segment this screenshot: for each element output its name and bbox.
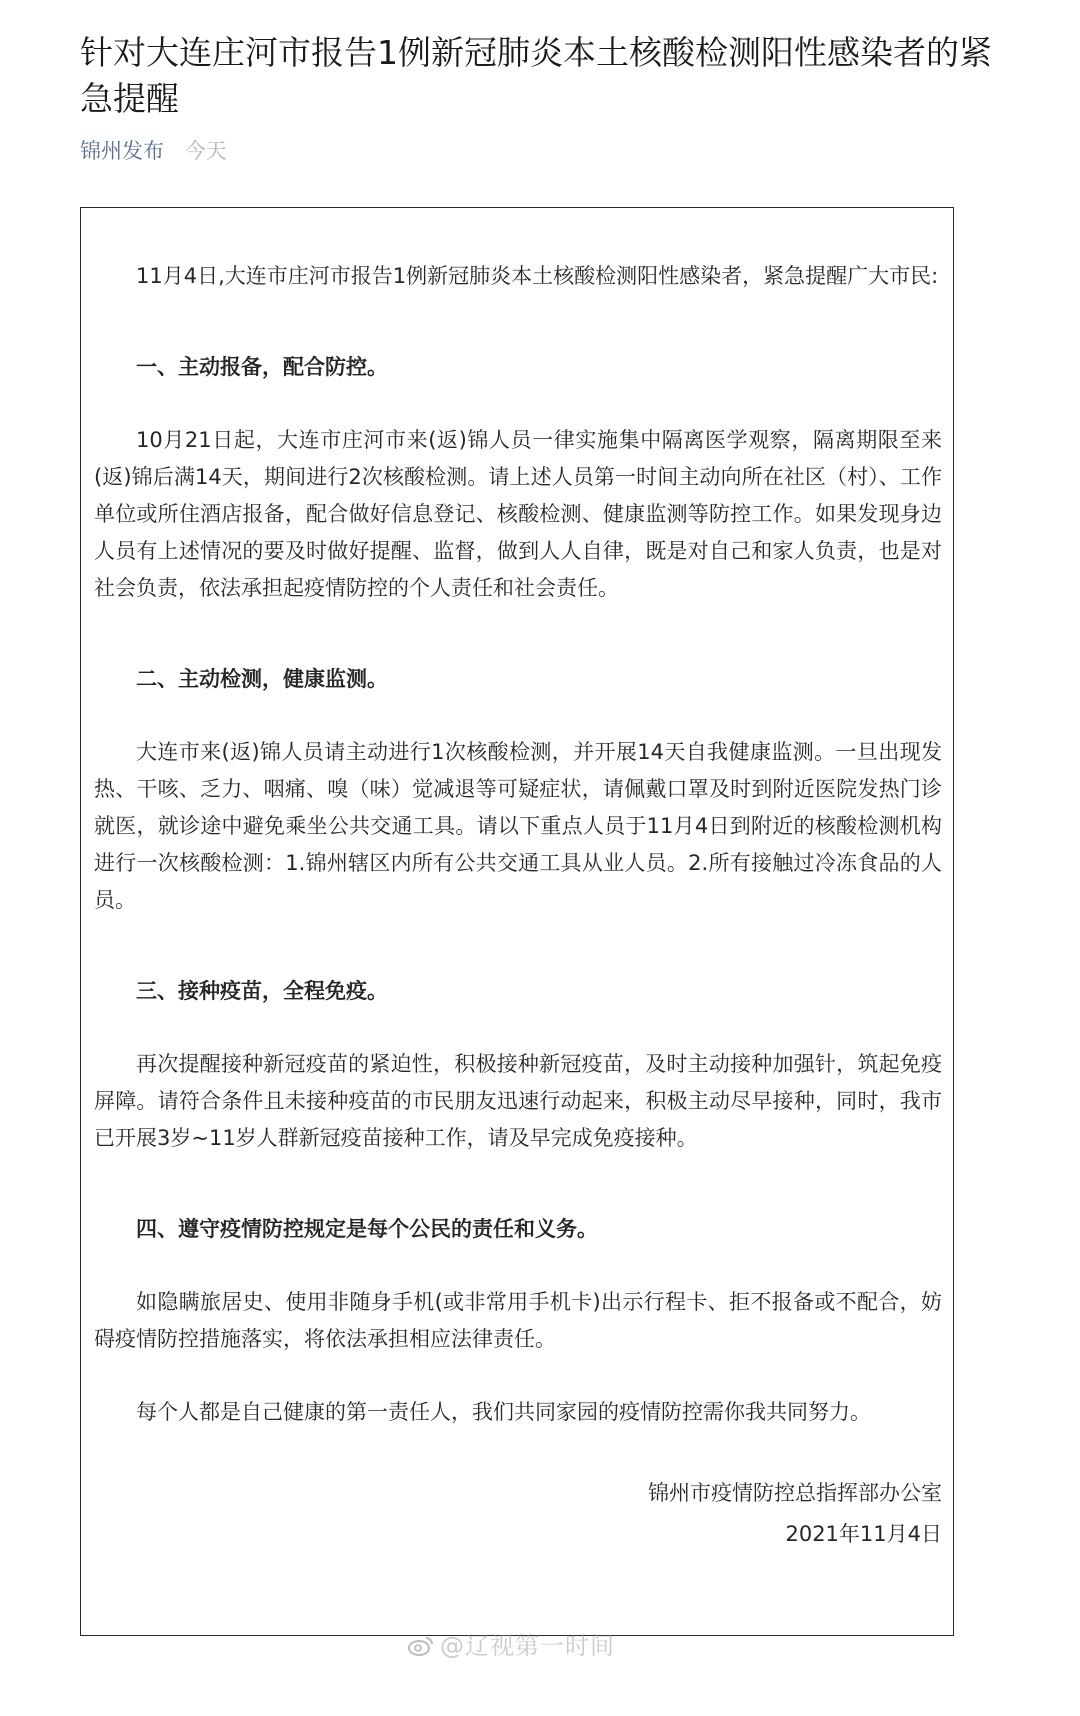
watermark-text: @辽视第一时间 xyxy=(440,1632,615,1660)
section-body-4: 如隐瞒旅居史、使用非随身手机(或非常用手机卡)出示行程卡、拒不报备或不配合，妨碍疫情防控措施落实，将依法承担相应法律责任。 xyxy=(94,1290,942,1351)
notice-closing: 每个人都是自己健康的第一责任人，我们共同家园的疫情防控需你我共同努力。 xyxy=(136,1400,871,1424)
section-heading-4: 四、遵守疫情防控规定是每个公民的责任和义务。 xyxy=(136,1217,598,1241)
signature-date: 2021年11月4日 xyxy=(785,1522,942,1546)
notice-body xyxy=(94,258,942,1553)
article-meta xyxy=(80,136,227,166)
weibo-icon xyxy=(408,1634,434,1654)
section-body-2: 大连市来(返)锦人员请主动进行1次核酸检测，并开展14天自我健康监测。一旦出现发热、干咳、乏力、咽痛、嗅（味）觉减退等可疑症状，请佩戴口罩及时到附近医院发热门诊就医，就诊途中避免乘坐公共交通工具。请以下重点人员于11月4日到附近的核酸检测机构进行一次核酸检测：1.锦州辖区内所有公共交通工具从业人员。2.所有接触过冷冻食品的人员。 xyxy=(94,740,942,912)
section-heading-1: 一、主动报备，配合防控。 xyxy=(136,355,388,379)
section-body-1: 10月21日起，大连市庄河市来(返)锦人员一律实施集中隔离医学观察，隔离期限至来(返)锦后满14天，期间进行2次核酸检测。请上述人员第一时间主动向所在社区（村）、工作单位或所住酒店报备，配合做好信息登记、核酸检测、健康监测等防控工作。如果发现身边人员有上述情况的要及时做好提醒、监督，做到人人自律，既是对自己和家人负责，也是对社会负责，依法承担起疫情防控的个人责任和社会责任。 xyxy=(94,428,942,600)
publish-date: 今天 xyxy=(184,139,227,163)
article-title: 针对大连庄河市报告1例新冠肺炎本土核酸检测阳性感染者的紧急提醒 xyxy=(80,33,992,118)
section-body-3: 再次提醒接种新冠疫苗的紧迫性，积极接种新冠疫苗，及时主动接种加强针，筑起免疫屏障。请符合条件且未接种疫苗的市民朋友迅速行动起来，积极主动尽早接种，同时，我市已开展3岁~11岁人群新冠疫苗接种工作，请及早完成免疫接种。 xyxy=(94,1052,942,1150)
source-account-link[interactable]: 锦州发布 xyxy=(80,139,164,163)
section-heading-2: 二、主动检测，健康监测。 xyxy=(136,667,388,691)
section-heading-3: 三、接种疫苗，全程免疫。 xyxy=(136,979,388,1003)
watermark xyxy=(408,1626,615,1661)
signature-org: 锦州市疫情防控总指挥部办公室 xyxy=(648,1481,942,1505)
notice-signoff xyxy=(94,1475,942,1553)
notice-intro: 11月4日,大连市庄河市报告1例新冠肺炎本土核酸检测阳性感染者，紧急提醒广大市民: xyxy=(136,264,939,288)
